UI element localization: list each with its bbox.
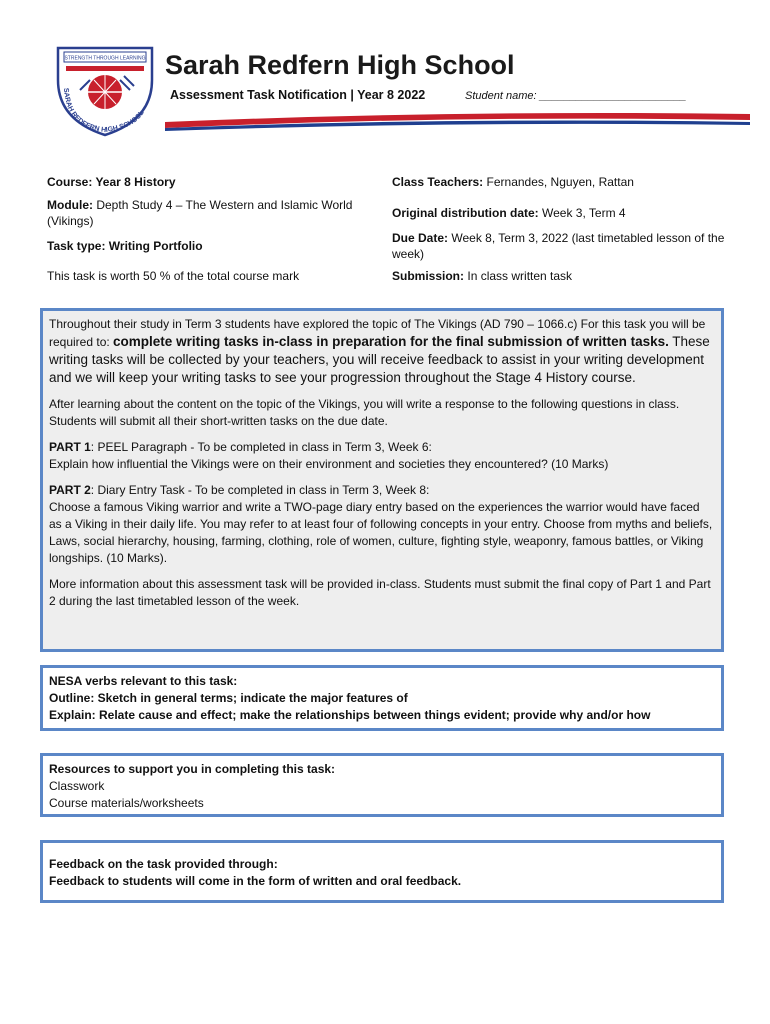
submission-line: Submission: In class written task: [392, 269, 573, 283]
feedback-text: Feedback to students will come in the form of written and oral feedback.: [49, 874, 462, 888]
feedback-box: [40, 840, 724, 903]
module-line: Module: Depth Study 4 – The Western and Islamic World (Vikings): [47, 198, 353, 228]
task-type-line: Task type: Writing Portfolio: [47, 239, 203, 253]
part2-text: Choose a famous Viking warrior and write a TWO-page diary entry based on the experiences the warrior would have faced as a Viking in their daily life. You may refer to at least four of following concepts in your entry. Choose from myths and beliefs, Laws, social hierarchy, housing, farming, clothing, role of women, culture, fighting style, weaponry, famous battles, or Viking longships. (10 Marks).: [49, 500, 713, 565]
task-description-box: [40, 308, 724, 652]
part1-text: Explain how influential the Vikings were on their environment and societies they encountered? (10 Marks): [49, 457, 609, 471]
student-name-field[interactable]: Student name: ________________________: [465, 90, 687, 102]
school-logo: [50, 40, 160, 140]
logo-motto: STRENGTH THROUGH LEARNING: [64, 55, 146, 62]
feedback-heading: Feedback on the task provided through:: [49, 857, 278, 871]
nesa-outline: Outline: Sketch in general terms; indicate the major features of: [49, 691, 408, 705]
nesa-heading: NESA verbs relevant to this task:: [49, 674, 238, 688]
class-teachers-line: Class Teachers: Fernandes, Nguyen, Rattan: [392, 175, 634, 189]
logo-ring-text: SARAH REDFERN HIGH SCHOOL: [61, 87, 146, 135]
nesa-explain: Explain: Relate cause and effect; make the relationships between things evident; provide why and/or how: [49, 708, 651, 722]
task-notification-subtitle: Assessment Task Notification | Year 8 2022: [170, 88, 426, 102]
part2-heading: PART 2: Diary Entry Task - To be completed in class in Term 3, Week 8:: [49, 483, 430, 497]
content-paragraph: After learning about the content on the topic of the Vikings, you will write a response to the following questions in class. Students will submit all their short-written tasks on the due date.: [49, 397, 680, 428]
distribution-date-line: Original distribution date: Week 3, Term 4: [392, 206, 626, 220]
course-mark-worth: This task is worth 50 % of the total course mark: [47, 269, 300, 283]
header-swoosh: [165, 108, 750, 132]
course-line: Course: Year 8 History: [47, 175, 176, 189]
school-name: Sarah Redfern High School: [165, 50, 515, 80]
due-date-line: Due Date: Week 8, Term 3, 2022 (last timetabled lesson of the week): [392, 231, 725, 261]
more-info-paragraph: More information about this assessment task will be provided in-class. Students must submit the final copy of Part 1 and Part 2 during the last timetabled lesson of the week.: [49, 577, 711, 608]
resources-box: [40, 753, 724, 817]
nesa-verbs-box: [40, 665, 724, 731]
resources-item-materials: Course materials/worksheets: [49, 796, 204, 810]
resources-heading: Resources to support you in completing this task:: [49, 762, 336, 776]
intro-paragraph: Throughout their study in Term 3 students have explored the topic of The Vikings (AD 790 – 1066.c) For this task you will be required to: complete writing tasks in-class in preparation for the final submission of written tasks. These writing tasks will be collected by your teachers, you will receive feedback to assist in your writing development and we will keep your writing tasks to see your progression throughout the Stage 4 History course.: [49, 317, 710, 385]
part1-heading: PART 1: PEEL Paragraph - To be completed in class in Term 3, Week 6:: [49, 440, 432, 454]
resources-item-classwork: Classwork: [49, 779, 105, 793]
